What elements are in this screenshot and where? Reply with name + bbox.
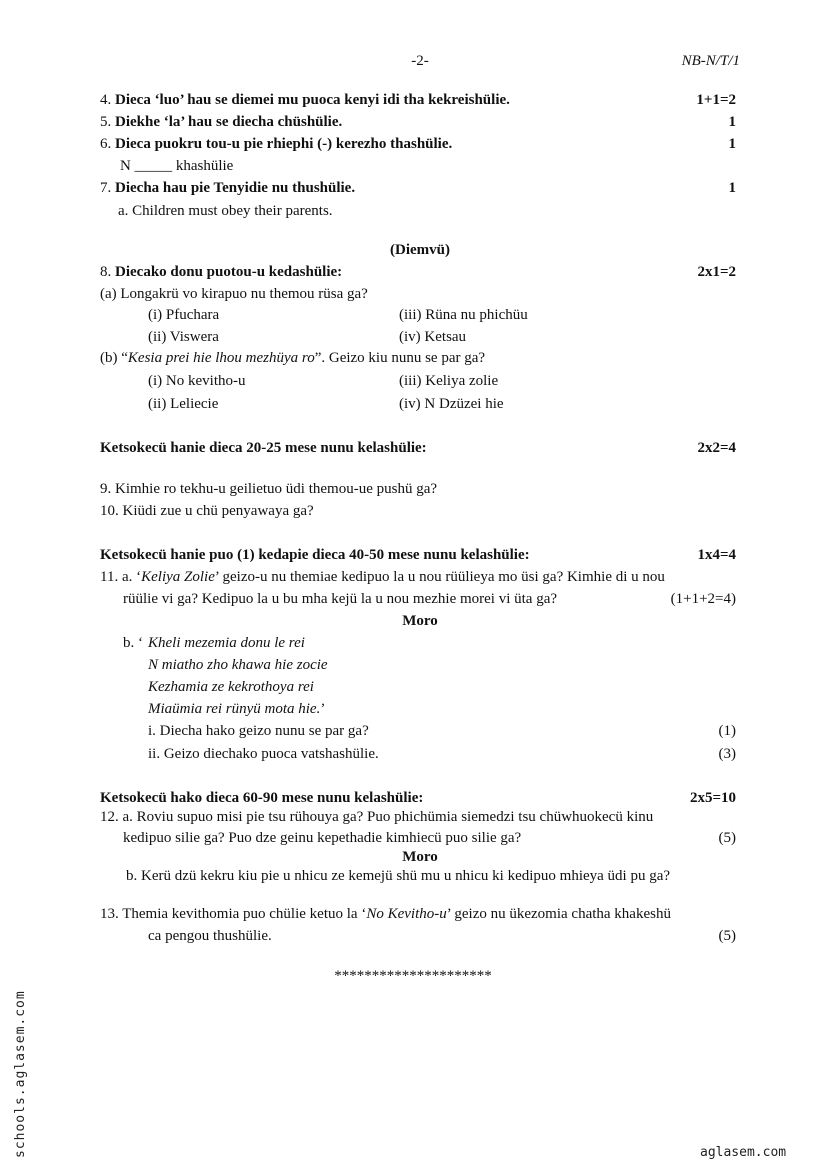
question-13-line1: [100, 905, 671, 923]
question-12a-line1: 12. a. Roviu supuo misi pie tsu rühouya ga? Puo phichümia siemedzi tsu chüwhuokecü kinu: [100, 809, 654, 825]
question-8a-option: (iv) Ketsau: [399, 329, 467, 345]
section-marks-40-50: 1x4=4: [697, 547, 736, 563]
side-watermark: schools.aglasem.com: [13, 990, 28, 1158]
or-separator: Moro: [402, 849, 438, 865]
question-10: 10. Kiüdi zue u chü penyawaya ga?: [100, 503, 314, 519]
question-8a-text: (a) Longakrü vo kirapuo nu themou rüsa ga?: [100, 286, 368, 302]
question-4-marks: 1+1=2: [696, 92, 736, 108]
question-12b: b. Kerü dzü kekru kiu pie u nhicu ze kemejü shü mu u nhicu ki kedipuo mhieya üdi pu ga?: [126, 868, 671, 884]
question-11b-i: i. Diecha hako geizo nunu se par ga?: [148, 723, 369, 739]
question-6-marks: 1: [728, 136, 736, 152]
poem-line: N miatho zho khawa hie zocie: [148, 657, 328, 673]
question-8a-option: (i) Pfuchara: [148, 307, 220, 323]
question-text: Diecako donu puotou-u kedashülie:: [115, 264, 343, 280]
poem-title: No Kevitho-u: [366, 906, 447, 922]
question-8b-option: (i) No kevitho-u: [148, 373, 246, 389]
question-number: 7.: [100, 180, 115, 196]
section-heading-diemvu: (Diemvü): [390, 242, 450, 258]
question-8a-option: (iii) Rüna nu phichüu: [399, 307, 528, 323]
page-number: -2-: [411, 53, 429, 69]
question-number: 11. a. ‘: [100, 569, 142, 585]
question-6-blank-line: N _____ khashülie: [120, 158, 234, 174]
question-text: ’ geizo-u nu themiae kedipuo la u nou rüülieya mo üsi ga? Kimhie di u nou: [214, 569, 665, 585]
question-9: 9. Kimhie ro tekhu-u geilietuo üdi themou-ue pushü ga?: [100, 481, 438, 497]
question-text: Dieca ‘luo’ hau se diemei mu puoca kenyi idi tha kekreishülie.: [115, 92, 510, 108]
poem-line: Miaümia rei rünyü mota hie.: [148, 701, 321, 717]
question-8b-rest: ”. Geizo kiu nunu se par ga?: [314, 350, 486, 366]
section-heading-40-50: Ketsokecü hanie puo (1) kedapie dieca 40-50 mese nunu kelashülie:: [100, 547, 530, 563]
poem-line-last: [148, 700, 325, 718]
question-number: 6.: [100, 136, 115, 152]
question-12a-line2: kedipuo silie ga? Puo dze geinu kepethadie kimhiecü puo silie ga?: [123, 830, 522, 846]
question-8b-option: (iv) N Dzüzei hie: [399, 396, 504, 412]
question-11b-ii-marks: (3): [718, 746, 736, 762]
question-number: 4.: [100, 92, 115, 108]
section-marks-20-25: 2x2=4: [697, 440, 736, 456]
question-13-line2: ca pengou thushülie.: [148, 928, 272, 944]
section-marks-60-90: 2x5=10: [689, 790, 736, 806]
question-5-marks: 1: [728, 114, 736, 130]
question-text: 13. Themia kevithomia puo chülie ketuo la ‘: [100, 906, 367, 922]
question-5: [100, 113, 342, 131]
question-8a-option: (ii) Viswera: [148, 329, 219, 345]
question-number: 8.: [100, 264, 115, 280]
question-8b-option: (ii) Leliecie: [148, 396, 219, 412]
or-separator: Moro: [402, 613, 438, 629]
poem-title: Keliya Zolie: [141, 569, 215, 585]
poem-line: Kheli mezemia donu le rei: [148, 635, 305, 651]
question-8-marks: 2x1=2: [697, 264, 736, 280]
question-11a-line1: [100, 568, 665, 586]
question-7-marks: 1: [728, 180, 736, 196]
question-text: Diecha hau pie Tenyidie nu thushülie.: [115, 180, 356, 196]
section-heading-60-90: Ketsokecü hako dieca 60-90 mese nunu kelashülie:: [100, 790, 424, 806]
question-11a-line2: rüülie vi ga? Kedipuo la u bu mha kejü la u nou mezhie morei vi üta ga?: [123, 591, 558, 607]
quoted-line: Kesia prei hie lhou mezhüya ro: [127, 350, 315, 366]
question-11b-ii: ii. Geizo diechako puoca vatshashülie.: [148, 746, 379, 762]
question-7: [100, 179, 355, 197]
question-8: [100, 263, 342, 281]
poem-line: Kezhamia ze kekrothoya rei: [148, 679, 314, 695]
question-8b-option: (iii) Keliya zolie: [399, 373, 499, 389]
question-12a-marks: (5): [718, 830, 736, 846]
question-7-sentence: a. Children must obey their parents.: [118, 203, 333, 219]
question-13-marks: (5): [718, 928, 736, 944]
question-text: Diekhe ‘la’ hau se diecha chüshülie.: [115, 114, 343, 130]
question-6: [100, 135, 452, 153]
question-11b-label: b. ‘: [123, 635, 143, 651]
section-heading-20-25: Ketsokecü hanie dieca 20-25 mese nunu kelashülie:: [100, 440, 427, 456]
question-text: ’ geizo nu ükezomia chatha khakeshü: [446, 906, 671, 922]
bottom-watermark: aglasem.com: [700, 1145, 787, 1160]
question-8b-text: [100, 349, 485, 367]
question-text: Dieca puokru tou-u pie rhiephi (-) kerezho thashülie.: [115, 136, 453, 152]
end-of-paper-mark: *********************: [334, 968, 492, 984]
question-number: 5.: [100, 114, 115, 130]
paper-code: NB-N/T/1: [681, 53, 740, 69]
question-11b-i-marks: (1): [718, 723, 736, 739]
quote-open: (b) “: [100, 350, 128, 366]
quote-close: ’: [320, 701, 326, 717]
question-11a-marks: (1+1+2=4): [670, 591, 736, 607]
question-4: [100, 91, 510, 109]
